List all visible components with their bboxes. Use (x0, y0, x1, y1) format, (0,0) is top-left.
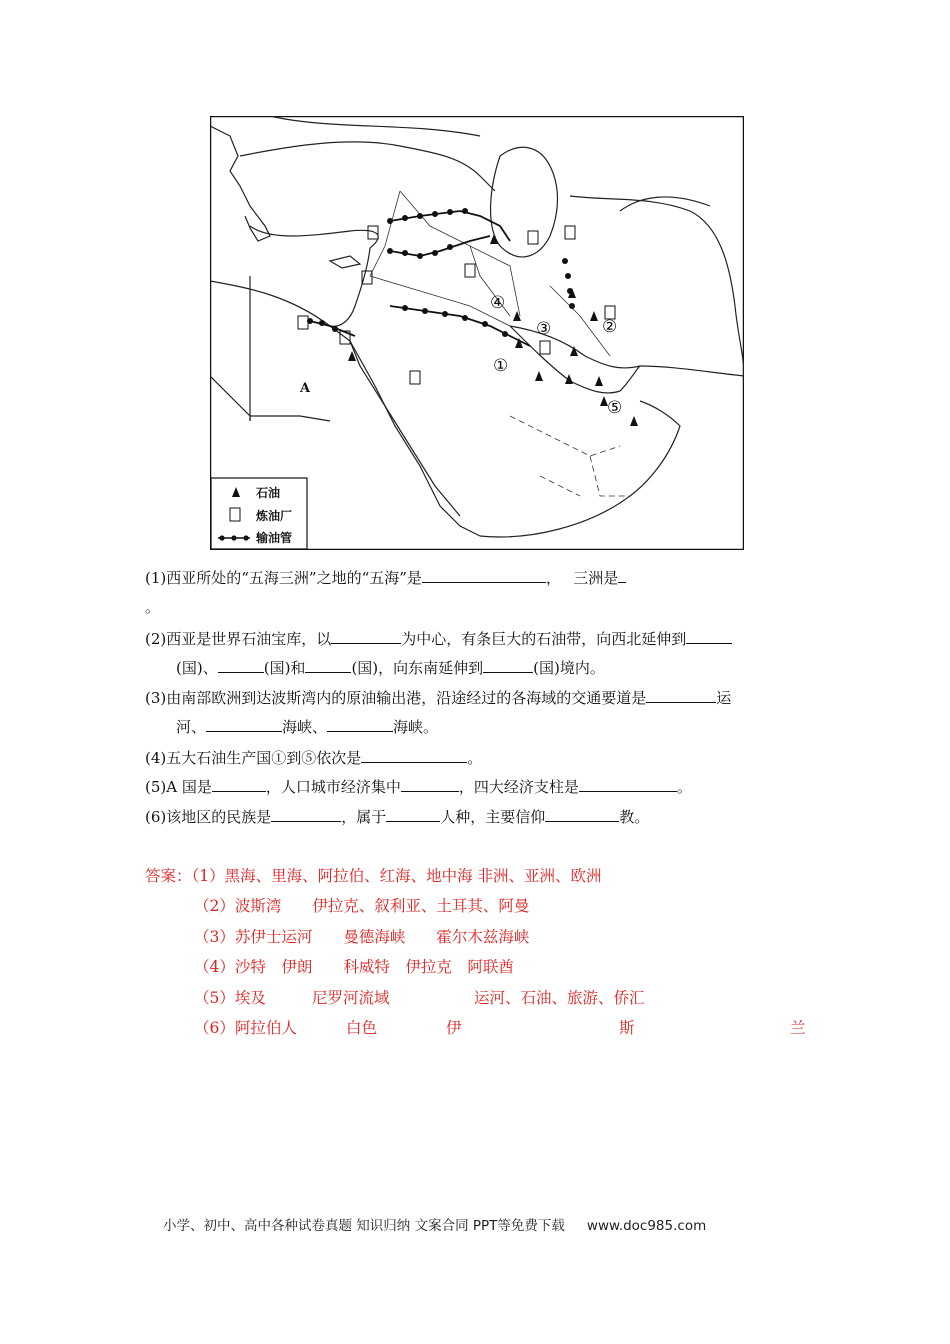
answer-6a: （6）阿拉伯人 (194, 1019, 297, 1037)
blank (422, 567, 546, 583)
blank (545, 806, 619, 822)
blank (327, 716, 393, 732)
blank (305, 657, 351, 673)
blank (646, 687, 716, 703)
footer-text: 小学、初中、高中各种试卷真题 知识归纳 文案合同 PPT等免费下载 (163, 1218, 565, 1234)
question-2: (2)西亚是世界石油宝库，以 为中心，有条巨大的石油带，向西北延伸到 (145, 628, 732, 649)
answer-6c: 伊 (446, 1019, 462, 1037)
answer-6d: 斯 (619, 1019, 635, 1037)
question-2-cont: (国)、 (国)和 (国)，向东南延伸到 (国)境内。 (176, 659, 605, 677)
question-5: (5)A 国是 ，人口城市经济集中 ，四大经济支柱是 。 (145, 778, 692, 796)
blank (618, 567, 626, 583)
answer-5b: 尼罗河流域 (312, 989, 390, 1007)
blank (361, 747, 467, 763)
blank (401, 776, 459, 792)
answer-2: （2）波斯湾 伊拉克、叙利亚、土耳其、阿曼 (194, 897, 530, 915)
answer-4: （4）沙特 伊朗 科威特 伊拉克 阿联酋 (194, 958, 514, 976)
pipeline-icon (218, 535, 250, 540)
country-a-label: A (300, 381, 311, 396)
answer-6e: 兰 (790, 1019, 806, 1037)
blank (483, 657, 533, 673)
answer-5c: 运河、石油、旅游、侨汇 (474, 989, 645, 1007)
question-3-cont: 河、 海峡、 海峡。 (176, 718, 439, 736)
question-4: (4)五大石油生产国①到⑤依次是 。 (145, 749, 483, 767)
question-6: (6)该地区的民族是 ，属于 人种，主要信仰 教。 (145, 808, 650, 826)
answer-6b: 白色 (346, 1019, 378, 1037)
marker-4: ④ (490, 293, 506, 313)
marker-1: ① (493, 356, 509, 376)
marker-3: ③ (536, 319, 552, 339)
blank (386, 806, 440, 822)
question-3: (3)由南部欧洲到达波斯湾内的原油输出港，沿途经过的各海域的交通要道是 运 (145, 689, 732, 707)
blank (331, 628, 401, 644)
question-1: (1)西亚所处的“五海三洲”之地的“五海”是 ， 三洲是 (145, 567, 626, 588)
blank (579, 776, 677, 792)
blank (271, 806, 341, 822)
footer-url[interactable]: www.doc985.com (586, 1218, 707, 1234)
map-legend (211, 478, 307, 549)
blank (686, 628, 732, 644)
legend-oil-label: 石油 (256, 486, 281, 500)
marker-5: ⑤ (607, 398, 623, 418)
blank (206, 716, 282, 732)
page-footer (163, 1214, 706, 1234)
blank (212, 776, 266, 792)
middle-east-map (210, 116, 744, 550)
blank (218, 657, 264, 673)
answer-1: 答案：（1）黑海、里海、阿拉伯、红海、地中海 非洲、亚洲、欧洲 (145, 867, 602, 885)
legend-refinery-label: 炼油厂 (256, 509, 293, 523)
legend-pipeline-label: 输油管 (256, 531, 293, 545)
question-1-end: 。 (145, 598, 161, 616)
answer-3: （3）苏伊士运河 曼德海峡 霍尔木兹海峡 (194, 928, 530, 946)
marker-2: ② (602, 317, 618, 337)
answer-5a: （5）埃及 (194, 989, 266, 1007)
